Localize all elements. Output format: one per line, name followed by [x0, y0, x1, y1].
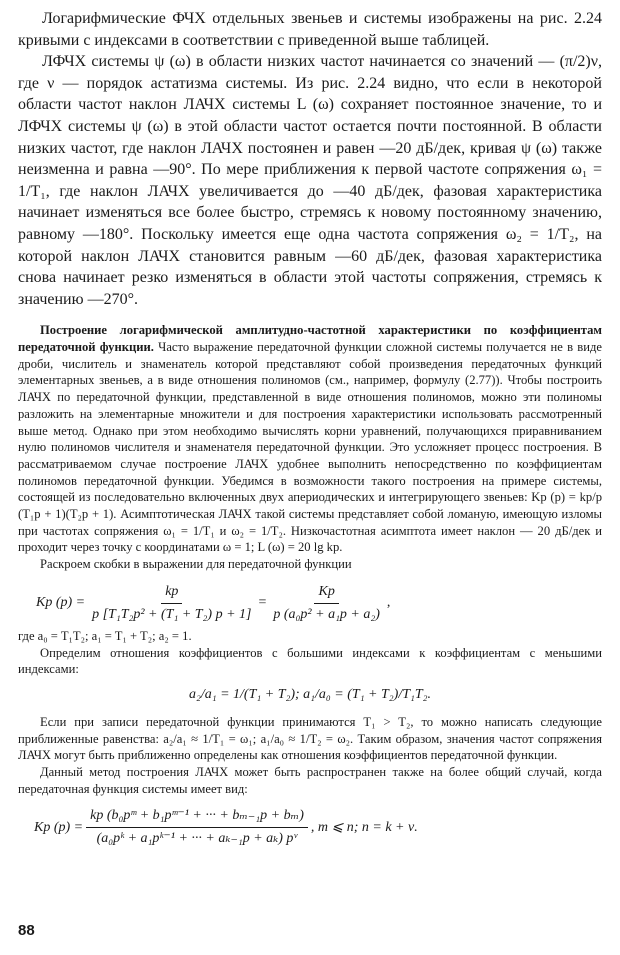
section-gap — [18, 310, 602, 322]
formula1-equals: = — [258, 595, 267, 611]
paragraph-phase-description: ЛФЧХ системы ψ (ω) в области низких частот начинается со значений — (π/2)ν, где ν — порядок астатизма системы. Из рис. 2.24 видно, что если в некоторой области частот наклон ЛАЧХ системы L (ω) сохраняет постоянное значение, то и ЛФЧХ системы ψ (ω) в этой области частот остается почти постоянной. В области низких частот, где наклон ЛАЧХ постоянен и равен —20 дБ/дек, кривая ψ (ω) также неизменна и равна —90°. По мере приближения к первой частоте сопряжения ω₁ = 1/T₁, где наклон ЛАЧХ увеличивается до —40 дБ/дек, фазовая характеристика начинает изменяться все более быстро, стремясь к новому постоянному значению, равному —180°. Поскольку имеется еще одна частота сопряжения ω₂ = 1/T₂, на которой наклон ЛАЧХ становится равным —60 дБ/дек, фазовая характеристика снова начинает резко изменяться в области этой частоты сопряжения, стремясь к значению —270°. — [18, 53, 602, 308]
section-heading: Построение логарифмической амплитудно-частотной характеристики по коэффициентам передаточной функции. — [18, 323, 602, 355]
paragraph-general-case: Данный метод построения ЛАЧХ может быть распространен также на более общий случай, когда передаточная функция системы имеет вид: — [18, 765, 602, 796]
paragraph-ratios: Определим отношения коэффициентов с большими индексами к коэффициентам с меньшими индексами: — [18, 645, 602, 677]
page-body — [18, 8, 602, 854]
formula1-numerator-1: kp — [161, 583, 182, 604]
page-number: 88 — [18, 922, 35, 939]
formula3-numerator: kp (b₀pᵐ + b₁pᵐ⁻¹ + ··· + bₘ₋₁p + bₘ) — [86, 807, 308, 828]
formula-transfer-function — [36, 583, 602, 624]
formula3-lhs: Kp (p) = — [34, 819, 84, 835]
formula1-lhs: Kp (p) = — [36, 595, 86, 611]
paragraph-intro: Логарифмические ФЧХ отдельных звеньев и системы изображены на рис. 2.24 кривыми с индексами в соответствии с приведенной выше таблицей. — [18, 10, 602, 49]
formula3-denominator: (a₀pᵏ + a₁pᵏ⁻¹ + ··· + aₖ₋₁p + aₖ) pᵛ — [96, 831, 298, 847]
formula3-condition: , m ⩽ n; n = k + ν. — [310, 819, 418, 835]
paragraph-where: где a₀ = T₁T₂; a₁ = T₁ + T₂; a₂ = 1. — [18, 628, 192, 643]
formula1-fraction-1 — [88, 583, 255, 624]
formula1-fraction-2 — [269, 583, 384, 624]
formula3-fraction — [86, 807, 308, 848]
paragraph-open-brackets: Раскроем скобки в выражении для передаточной функции — [40, 557, 352, 572]
section-paragraph — [18, 322, 602, 556]
section-text: Часто выражение передаточной функции сложной системы получается не в виде дроби, числитель и знаменатель которой представляют собой произведения передаточных функций элементарных звеньев, а в виде отношения полиномов (см., например, формулу (2.77)). Чтобы построить ЛАЧХ по передаточной функции, представленной в виде отношения полиномов, можно эти полиномы разложить на элементарные множители и для построения характеристики использовать рассмотренный выше метод. Однако при этом необходимо вычислять корни уравнений, получающихся приравниванием нулю полиномов числителя и знаменателя передаточной функции. Это усложняет процесс построения. В рассматриваемом случае построение ЛАЧХ удобнее выполнить непосредственно по коэффициентам полиномов передаточной функции. Убедимся в возможности такого построения на примере системы, состоящей из последовательно включенных двух апериодических и интегрирующего звеньев: Kp (p) = kp/p (T₁p + 1)(T₂p + 1). Асимптотическая ЛАЧХ такой системы представляет собой ломаную, имеющую изломы при частотах сопряжения ω₁ = 1/T₁ и ω₂ = 1/T₂. Низкочастотная асимптота имеет наклон — 20 дБ/дек и проходит через точку с координатами ω = 1; L (ω) = 20 lg kp. — [18, 340, 602, 555]
formula1-denominator-1: p [T₁T₂p² + (T₁ + T₂) p + 1] — [92, 606, 252, 622]
formula1-denominator-2: p (a₀p² + a₁p + a₂) — [273, 606, 380, 622]
formula1-comma: , — [386, 595, 391, 611]
formula1-numerator-2: Kp — [314, 583, 338, 604]
formula-ratios: a₂/a₁ = 1/(T₁ + T₂); a₁/a₀ = (T₁ + T₂)/T₁T₂. — [188, 686, 432, 702]
paragraph-approximation: Если при записи передаточной функции принимаются T₁ > T₂, то можно написать следующие приближенные равенства: a₂/a₁ ≈ 1/T₁ = ω₁; a₁/a₀ ≈ 1/T₂ = ω₂. Таким образом, значения частот сопряжения ЛАЧХ могут быть приближенно определены как отношения коэффициентов передаточной функции. — [18, 714, 602, 763]
formula-general-transfer — [34, 807, 602, 848]
